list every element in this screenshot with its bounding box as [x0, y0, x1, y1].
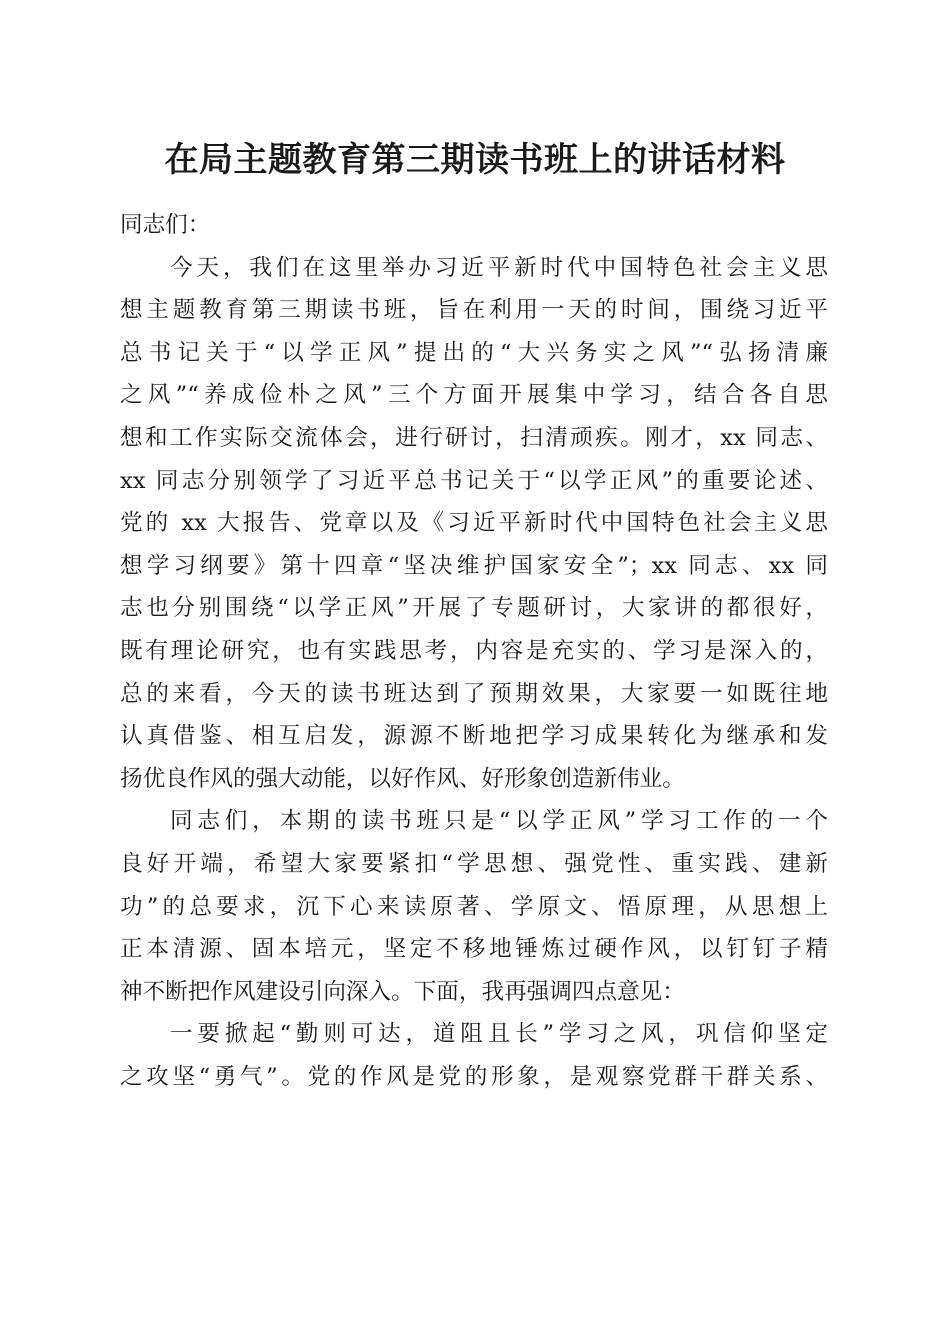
text-line: 神不断把作风建设引向深入。下面，我再强调四点意见： — [120, 978, 685, 1005]
text-line: 良好开端，希望大家要紧扣“学思想、强党性、重实践、建新 — [120, 850, 828, 877]
salutation: 同志们： — [120, 212, 211, 238]
text-line: 想和工作实际交流体会，进行研讨，扫清顽疾。刚才，xx 同志、 — [120, 424, 828, 451]
text-line: 之攻坚“勇气”。党的作风是党的形象，是观察党群干群关系、 — [120, 1063, 828, 1090]
text-line: 功”的总要求，沉下心来读原著、学原文、悟原理，从思想上 — [120, 893, 828, 920]
text-line: xx 同志分别领学了习近平总书记关于“以学正风”的重要论述、 — [120, 467, 828, 494]
document-body — [120, 204, 828, 1098]
text-line: 总的来看，今天的读书班达到了预期效果，大家要一如既往地 — [120, 680, 828, 707]
text-line: 党的 xx 大报告、党章以及《习近平新时代中国特色社会主义思 — [120, 510, 828, 537]
text-line: 既有理论研究，也有实践思考，内容是充实的、学习是深入的， — [120, 637, 828, 664]
text-line: 认真借鉴、相互启发，源源不断地把学习成果转化为继承和发 — [120, 723, 828, 750]
paragraph-1 — [120, 247, 828, 801]
text-line: 想学习纲要》第十四章“坚决维护国家安全”；xx 同志、xx 同 — [120, 552, 828, 579]
text-line: 志也分别围绕“以学正风”开展了专题研讨，大家讲的都很好， — [120, 595, 828, 622]
document-title: 在局主题教育第三期读书班上的讲话材料 — [164, 140, 786, 180]
text-line: 今天，我们在这里举办习近平新时代中国特色社会主义思 — [170, 254, 828, 281]
paragraph-3 — [120, 1013, 828, 1098]
text-line: 一要掀起“勤则可达，道阻且长”学习之风，巩信仰坚定 — [170, 1021, 828, 1048]
text-line: 总书记关于“以学正风”提出的“大兴务实之风”“弘扬清廉 — [120, 339, 828, 366]
text-line: 同志们，本期的读书班只是“以学正风”学习工作的一个 — [170, 808, 828, 835]
text-line: 正本清源、固本培元，坚定不移地锤炼过硬作风，以钉钉子精 — [120, 936, 828, 963]
text-line: 扬优良作风的强大动能，以好作风、好形象创造新伟业。 — [120, 765, 685, 792]
text-line: 之风”“养成俭朴之风”三个方面开展集中学习，结合各自思 — [120, 382, 828, 409]
text-line: 想主题教育第三期读书班，旨在利用一天的时间，围绕习近平 — [120, 297, 828, 324]
paragraph-2 — [120, 800, 828, 1013]
